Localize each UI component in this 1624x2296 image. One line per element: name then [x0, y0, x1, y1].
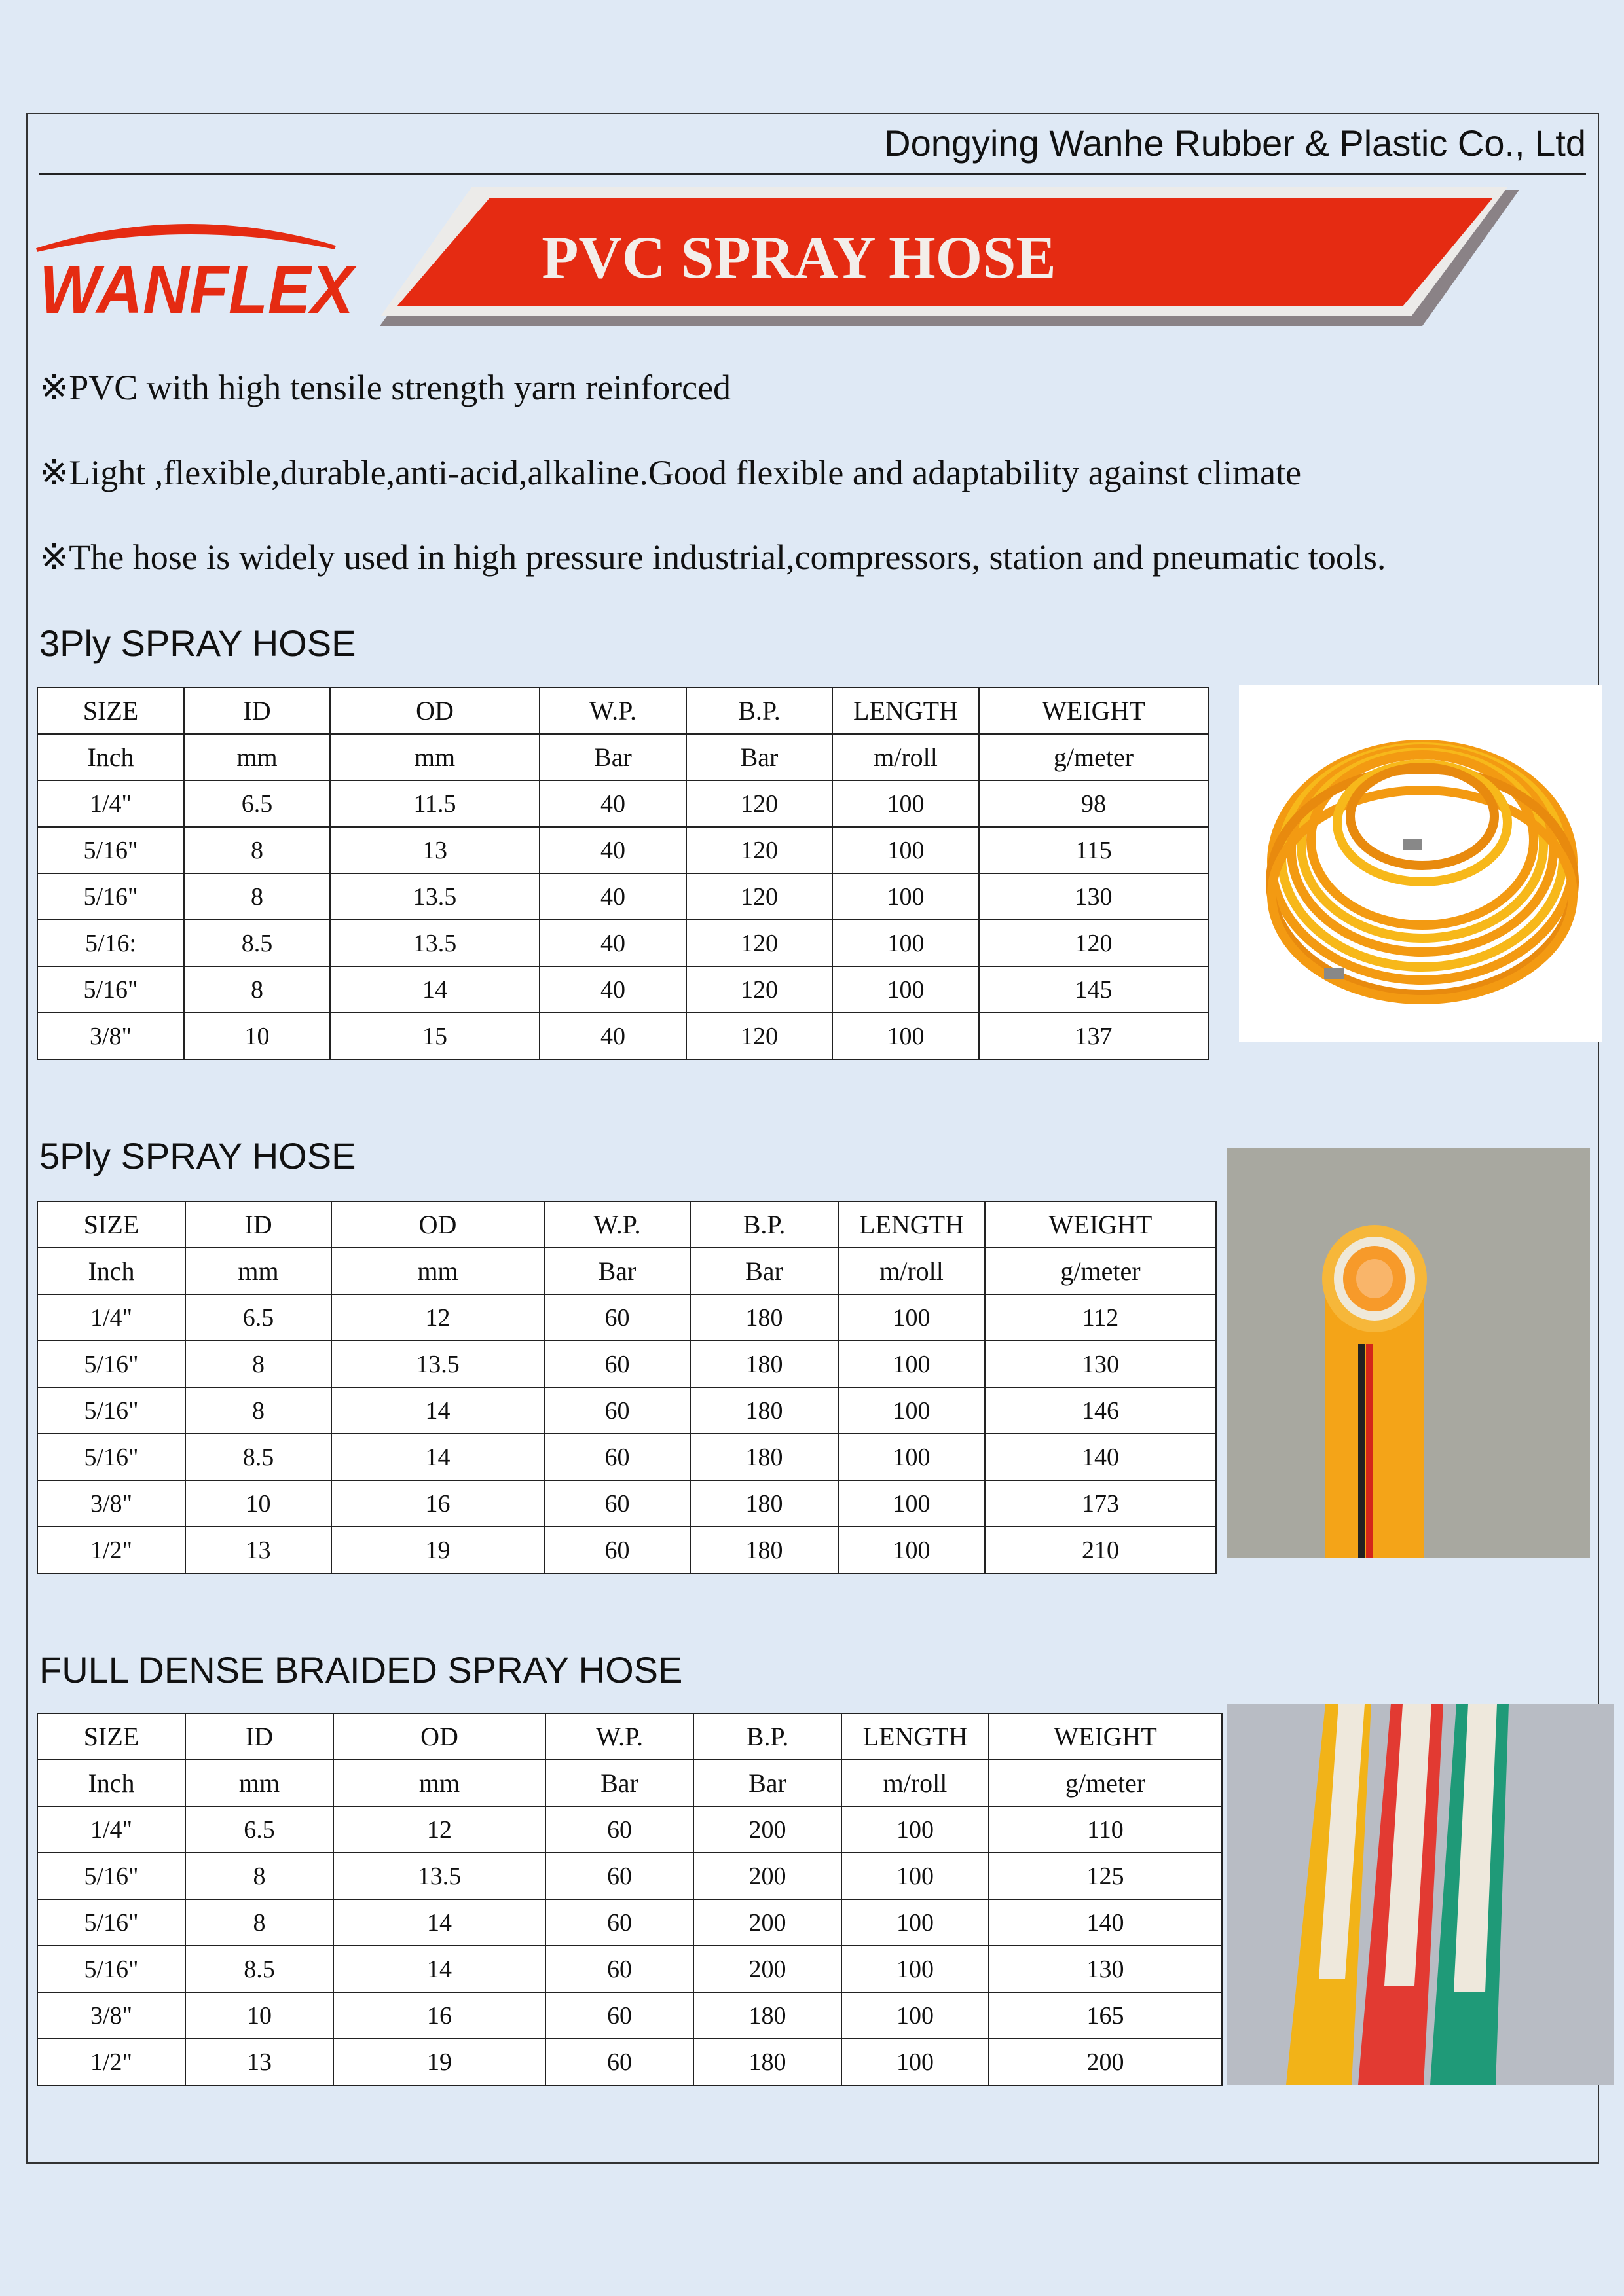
table-cell: 14	[331, 1387, 544, 1434]
table-cell: 100	[832, 966, 979, 1013]
table-cell: OD	[330, 687, 540, 734]
table-cell: 13.5	[330, 920, 540, 966]
table-cell: 200	[693, 1946, 841, 1992]
feature-3: ※The hose is widely used in high pressure industrial,compressors, station and pneumatic tools.	[39, 538, 1386, 577]
table-cell: 120	[686, 966, 832, 1013]
table-cell: 6.5	[184, 780, 330, 827]
table-row	[37, 827, 1208, 873]
table-cell: 100	[832, 1013, 979, 1059]
table-cell: 180	[690, 1527, 838, 1573]
table-cell: mm	[331, 1248, 544, 1294]
table-cell: g/meter	[985, 1248, 1216, 1294]
table-cell: 60	[544, 1294, 690, 1341]
table-cell: 200	[693, 1899, 841, 1946]
table-cell: WEIGHT	[985, 1201, 1216, 1248]
table-cell: Inch	[37, 1760, 185, 1806]
table-cell: 130	[985, 1341, 1216, 1387]
table-cell: 100	[838, 1434, 985, 1480]
table-cell: ID	[185, 1201, 331, 1248]
table-cell: 140	[985, 1434, 1216, 1480]
table-cell: 1/4"	[37, 780, 184, 827]
table-cell: 5/16"	[37, 873, 184, 920]
table-cell: 145	[979, 966, 1208, 1013]
table-cell: LENGTH	[841, 1713, 989, 1760]
table-cell: 98	[979, 780, 1208, 827]
table-cell: 180	[690, 1387, 838, 1434]
table-cell: 60	[545, 2039, 693, 2085]
table-cell: Inch	[37, 734, 184, 780]
table-cell: 180	[690, 1341, 838, 1387]
spec-table-3ply	[37, 687, 1209, 1060]
feature-1: ※PVC with high tensile strength yarn reinforced	[39, 368, 731, 407]
company-name: Dongying Wanhe Rubber & Plastic Co., Ltd	[884, 122, 1586, 164]
table-cell: 11.5	[330, 780, 540, 827]
table-cell: 8	[184, 873, 330, 920]
table-cell: m/roll	[841, 1760, 989, 1806]
table-cell: 180	[690, 1480, 838, 1527]
table-cell: 100	[841, 1853, 989, 1899]
table-cell: 40	[540, 920, 686, 966]
table-cell: 60	[545, 1899, 693, 1946]
table-cell: Bar	[540, 734, 686, 780]
table-cell: 200	[693, 1853, 841, 1899]
table-cell: SIZE	[37, 1713, 185, 1760]
section-heading-5ply: 5Ply SPRAY HOSE	[39, 1135, 356, 1176]
table-cell: 13	[185, 1527, 331, 1573]
table-cell: 14	[331, 1434, 544, 1480]
table-cell: WEIGHT	[989, 1713, 1222, 1760]
table-cell: 12	[331, 1294, 544, 1341]
table-row	[37, 966, 1208, 1013]
table-cell: 120	[686, 827, 832, 873]
table-cell: 5/16"	[37, 1946, 185, 1992]
table-cell: g/meter	[979, 734, 1208, 780]
table-cell: 13.5	[331, 1341, 544, 1387]
table-cell: m/roll	[838, 1248, 985, 1294]
table-cell: 120	[686, 873, 832, 920]
table-row	[37, 780, 1208, 827]
table-cell: 40	[540, 1013, 686, 1059]
table-cell: Bar	[686, 734, 832, 780]
table-cell: 146	[985, 1387, 1216, 1434]
table-cell: B.P.	[690, 1201, 838, 1248]
table-cell: 180	[693, 1992, 841, 2039]
table-cell: W.P.	[544, 1201, 690, 1248]
spec-table-full-dense-braided	[37, 1713, 1223, 2086]
table-cell: 60	[544, 1387, 690, 1434]
table-cell: 100	[838, 1387, 985, 1434]
table-cell: 1/4"	[37, 1806, 185, 1853]
table-cell: 3/8"	[37, 1992, 185, 2039]
table-cell: 12	[333, 1806, 545, 1853]
table-cell: 100	[838, 1480, 985, 1527]
table-cell: 8.5	[184, 920, 330, 966]
table-row	[37, 2039, 1222, 2085]
table-cell: mm	[185, 1248, 331, 1294]
table-cell: 40	[540, 873, 686, 920]
table-cell: 210	[985, 1527, 1216, 1573]
table-header-row	[37, 1713, 1222, 1760]
table-cell: 14	[330, 966, 540, 1013]
table-cell: 13.5	[333, 1853, 545, 1899]
table-cell: 100	[841, 1899, 989, 1946]
table-cell: ID	[184, 687, 330, 734]
table-cell: 100	[841, 1806, 989, 1853]
table-cell: 3/8"	[37, 1013, 184, 1059]
table-cell: 8	[184, 827, 330, 873]
table-cell: W.P.	[545, 1713, 693, 1760]
table-cell: 137	[979, 1013, 1208, 1059]
table-header-row	[37, 1201, 1216, 1248]
table-cell: 60	[544, 1434, 690, 1480]
table-cell: Bar	[544, 1248, 690, 1294]
table-cell: LENGTH	[838, 1201, 985, 1248]
table-cell: 100	[832, 920, 979, 966]
table-cell: LENGTH	[832, 687, 979, 734]
table-cell: SIZE	[37, 1201, 185, 1248]
5ply-hose-photo	[1227, 1148, 1590, 1558]
table-cell: 100	[838, 1527, 985, 1573]
table-cell: mm	[184, 734, 330, 780]
table-row	[37, 1387, 1216, 1434]
table-cell: 5/16"	[37, 1387, 185, 1434]
table-cell: 60	[544, 1480, 690, 1527]
table-cell: 100	[838, 1341, 985, 1387]
section-heading-3ply: 3Ply SPRAY HOSE	[39, 623, 356, 664]
table-cell: 8	[185, 1853, 333, 1899]
table-cell: 14	[333, 1899, 545, 1946]
table-cell: 8.5	[185, 1434, 331, 1480]
table-cell: 110	[989, 1806, 1222, 1853]
table-row	[37, 1434, 1216, 1480]
table-cell: 1/2"	[37, 1527, 185, 1573]
table-cell: 8	[184, 966, 330, 1013]
table-units-row	[37, 1760, 1222, 1806]
table-row	[37, 1853, 1222, 1899]
table-cell: 60	[544, 1527, 690, 1573]
table-cell: 120	[686, 780, 832, 827]
table-units-row	[37, 1248, 1216, 1294]
table-cell: 3/8"	[37, 1480, 185, 1527]
table-cell: m/roll	[832, 734, 979, 780]
table-row	[37, 1341, 1216, 1387]
table-cell: B.P.	[693, 1713, 841, 1760]
table-row	[37, 1480, 1216, 1527]
table-cell: 100	[841, 1992, 989, 2039]
table-cell: Bar	[690, 1248, 838, 1294]
table-row	[37, 920, 1208, 966]
table-cell: 5/16:	[37, 920, 184, 966]
table-cell: 1/4"	[37, 1294, 185, 1341]
table-cell: 120	[686, 1013, 832, 1059]
table-cell: 10	[185, 1992, 333, 2039]
table-cell: 100	[838, 1294, 985, 1341]
table-cell: 112	[985, 1294, 1216, 1341]
table-cell: 13	[330, 827, 540, 873]
table-cell: Bar	[693, 1760, 841, 1806]
table-cell: 5/16"	[37, 1853, 185, 1899]
table-cell: OD	[333, 1713, 545, 1760]
table-row	[37, 1806, 1222, 1853]
table-cell: 8	[185, 1899, 333, 1946]
table-cell: 165	[989, 1992, 1222, 2039]
table-cell: 40	[540, 780, 686, 827]
table-cell: WEIGHT	[979, 687, 1208, 734]
table-row	[37, 1527, 1216, 1573]
table-cell: Bar	[545, 1760, 693, 1806]
table-cell: 1/2"	[37, 2039, 185, 2085]
table-cell: 40	[540, 827, 686, 873]
table-row	[37, 1294, 1216, 1341]
table-cell: 13.5	[330, 873, 540, 920]
spec-table-5ply	[37, 1201, 1217, 1574]
table-cell: 100	[832, 780, 979, 827]
page-title: PVC SPRAY HOSE	[542, 224, 1056, 291]
table-cell: 140	[989, 1899, 1222, 1946]
table-cell: 60	[545, 1992, 693, 2039]
table-cell: SIZE	[37, 687, 184, 734]
table-header-row	[37, 687, 1208, 734]
svg-text:WANFLEX: WANFLEX	[39, 252, 358, 321]
table-cell: 6.5	[185, 1294, 331, 1341]
table-cell: 15	[330, 1013, 540, 1059]
table-cell: 19	[333, 2039, 545, 2085]
table-cell: 100	[841, 2039, 989, 2085]
table-cell: 130	[989, 1946, 1222, 1992]
table-cell: 16	[331, 1480, 544, 1527]
table-cell: B.P.	[686, 687, 832, 734]
table-cell: 10	[185, 1480, 331, 1527]
table-row	[37, 1946, 1222, 1992]
table-cell: 8	[185, 1387, 331, 1434]
table-cell: 60	[545, 1806, 693, 1853]
table-cell: ID	[185, 1713, 333, 1760]
table-row	[37, 1013, 1208, 1059]
header-divider	[39, 173, 1586, 175]
wanflex-logo	[34, 216, 375, 321]
table-cell: 100	[832, 873, 979, 920]
table-cell: 5/16"	[37, 827, 184, 873]
braided-hose-photo	[1227, 1704, 1614, 2085]
table-cell: 5/16"	[37, 1899, 185, 1946]
table-cell: 13	[185, 2039, 333, 2085]
table-cell: Inch	[37, 1248, 185, 1294]
table-cell: 10	[184, 1013, 330, 1059]
table-cell: 180	[690, 1434, 838, 1480]
3ply-hose-coil-photo	[1239, 685, 1602, 1042]
table-cell: 200	[989, 2039, 1222, 2085]
table-cell: 120	[686, 920, 832, 966]
table-cell: 115	[979, 827, 1208, 873]
table-units-row	[37, 734, 1208, 780]
table-cell: mm	[330, 734, 540, 780]
section-heading-full-dense-braided: FULL DENSE BRAIDED SPRAY HOSE	[39, 1649, 683, 1690]
table-row	[37, 1992, 1222, 2039]
table-cell: mm	[333, 1760, 545, 1806]
table-row	[37, 1899, 1222, 1946]
table-cell: 19	[331, 1527, 544, 1573]
table-cell: 14	[333, 1946, 545, 1992]
table-cell: 60	[544, 1341, 690, 1387]
table-cell: 180	[690, 1294, 838, 1341]
table-cell: g/meter	[989, 1760, 1222, 1806]
table-cell: 6.5	[185, 1806, 333, 1853]
feature-2: ※Light ,flexible,durable,anti-acid,alkaline.Good flexible and adaptability against climate	[39, 453, 1302, 492]
table-cell: 60	[545, 1853, 693, 1899]
table-cell: 130	[979, 873, 1208, 920]
table-cell: 5/16"	[37, 966, 184, 1013]
table-cell: 5/16"	[37, 1434, 185, 1480]
table-cell: 125	[989, 1853, 1222, 1899]
table-cell: 180	[693, 2039, 841, 2085]
table-cell: 16	[333, 1992, 545, 2039]
table-cell: 8.5	[185, 1946, 333, 1992]
table-cell: W.P.	[540, 687, 686, 734]
table-cell: 120	[979, 920, 1208, 966]
table-cell: 100	[841, 1946, 989, 1992]
table-cell: mm	[185, 1760, 333, 1806]
table-cell: 60	[545, 1946, 693, 1992]
table-cell: OD	[331, 1201, 544, 1248]
table-cell: 5/16"	[37, 1341, 185, 1387]
table-cell: 173	[985, 1480, 1216, 1527]
table-cell: 40	[540, 966, 686, 1013]
table-cell: 8	[185, 1341, 331, 1387]
table-row	[37, 873, 1208, 920]
table-cell: 100	[832, 827, 979, 873]
table-cell: 200	[693, 1806, 841, 1853]
